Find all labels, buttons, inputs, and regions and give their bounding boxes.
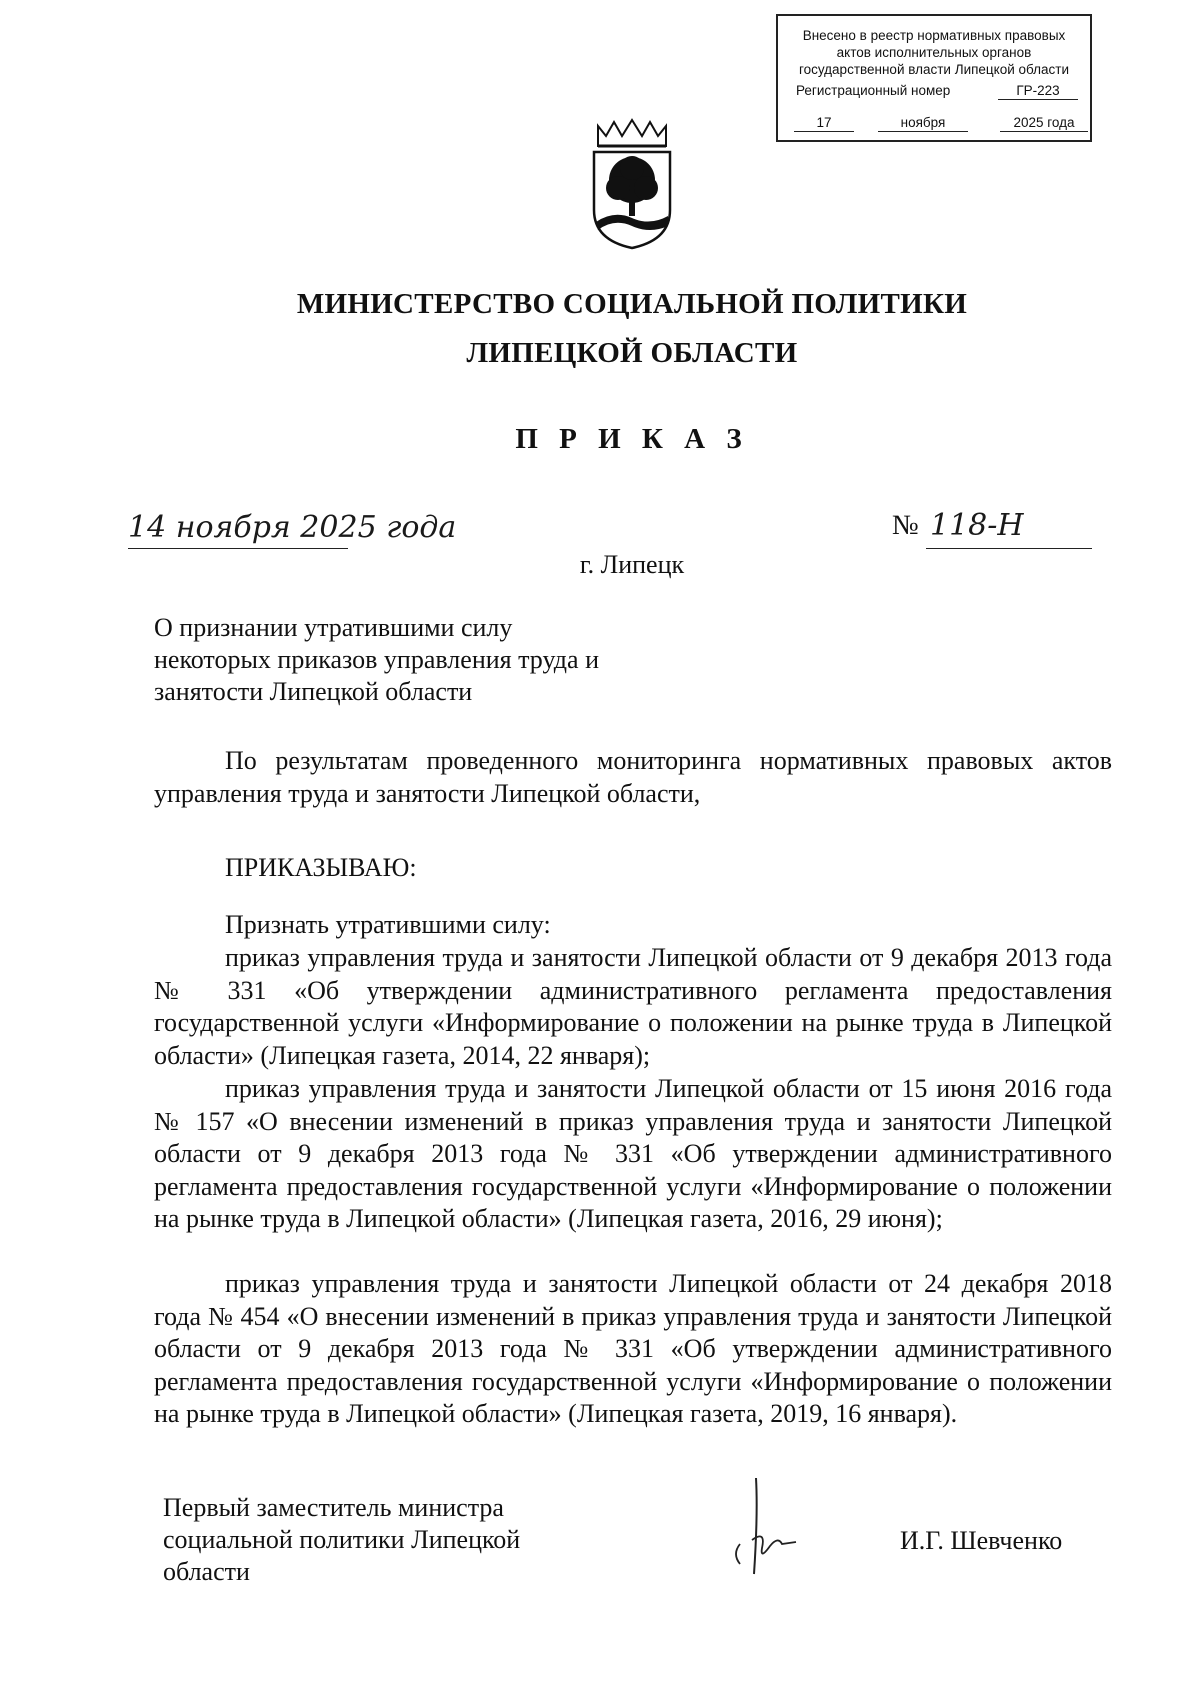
number-underline <box>926 548 1092 549</box>
handwritten-number: 118-Н <box>930 508 1024 543</box>
date-underline <box>128 548 348 549</box>
ministry-title-line2: ЛИПЕЦКОЙ ОБЛАСТИ <box>466 337 798 369</box>
repealed-order-item-2: приказ управления труда и занятости Липецкой области от 15 июня 2016 года № 157 «О внесении изменений в приказ управления труда и занятости Липецкой области от 9 декабря 2013 года № 331 «Об утверждении административного регламента предоставления государственной услуги «Информирование о положении на рынке труда в Липецкой области» (Липецкая газета, 2016, 29 июня); <box>154 1074 1112 1233</box>
city: г. Липецк <box>579 550 685 579</box>
stamp-line-2: актов исполнительных органов <box>836 45 1032 60</box>
order-word: ПРИКАЗЫВАЮ: <box>225 853 417 882</box>
stamp-year: 2025 года <box>1000 114 1088 132</box>
handwritten-signature-icon <box>726 1474 816 1584</box>
stamp-reg-number: ГР-223 <box>998 82 1078 100</box>
ministry-title-line1: МИНИСТЕРСТВО СОЦИАЛЬНОЙ ПОЛИТИКИ <box>296 288 968 320</box>
registration-stamp <box>776 14 1092 142</box>
stamp-reg-label: Регистрационный номер <box>796 83 951 98</box>
stamp-month: ноября <box>878 114 968 132</box>
lipetsk-coat-of-arms-icon <box>584 118 680 250</box>
stamp-line-1: Внесено в реестр нормативных правовых <box>802 28 1066 43</box>
signer-name: И.Г. Шевченко <box>900 1526 1063 1555</box>
handwritten-date: 14 ноября 2025 года <box>128 510 457 545</box>
stamp-line-3: государственной власти Липецкой области <box>798 62 1070 77</box>
signer-position <box>163 1492 593 1588</box>
signer-position-line-2: социальной политики Липецкой <box>163 1525 521 1554</box>
repealed-order-item-3: приказ управления труда и занятости Липецкой области от 24 декабря 2018 года № 454 «О внесении изменений в приказ управления труда и занятости Липецкой области от 9 декабря 2013 года № 331 «Об утверждении административного регламента предоставления государственной услуги «Информирование о положении на рынке труда в Липецкой области» (Липецкая газета, 2019, 16 января). <box>154 1269 1112 1428</box>
stamp-day: 17 <box>794 114 854 132</box>
recognize-paragraph: Признать утратившими силу: <box>225 910 551 939</box>
repealed-order-item-1: приказ управления труда и занятости Липецкой области от 9 декабря 2013 года № 331 «Об утверждении административного регламента предоставления государственной услуги «Информирование о положении на рынке труда в Липецкой области» (Липецкая газета, 2014, 22 января); <box>154 943 1112 1070</box>
subject-line-1: О признании утратившими силу <box>154 613 513 642</box>
signer-position-line-3: области <box>163 1557 250 1586</box>
document-subject <box>154 612 714 708</box>
number-label: № <box>892 510 919 541</box>
preamble-paragraph: По результатам проведенного мониторинга нормативных правовых актов управления труда и занятости Липецкой области, <box>154 746 1112 808</box>
subject-line-3: занятости Липецкой области <box>154 677 473 706</box>
document-type: П Р И К А З <box>515 423 749 455</box>
subject-line-2: некоторых приказов управления труда и <box>154 645 599 674</box>
signer-position-line-1: Первый заместитель министра <box>163 1493 504 1522</box>
